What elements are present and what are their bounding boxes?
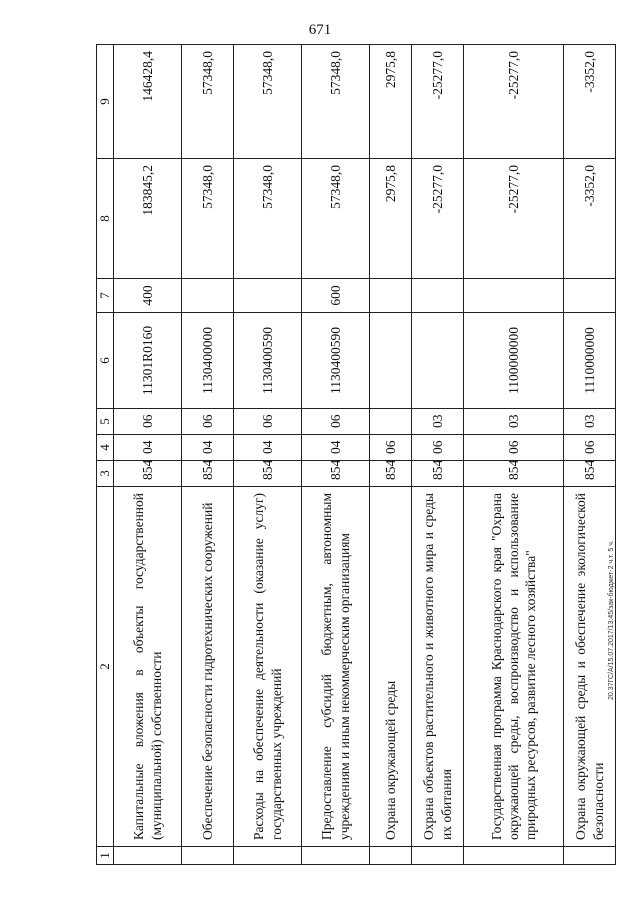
row-code6 [412, 313, 464, 409]
row-code6 [370, 313, 412, 409]
row-name: Капитальные вложения в объекты государственной (муниципальной) собственности [114, 487, 182, 847]
row-code3: 854 [464, 461, 564, 487]
budget-table-wrapper [96, 45, 616, 865]
row-value9: 2975,8 [370, 45, 412, 159]
row-index-cell [302, 847, 370, 865]
row-code7 [464, 279, 564, 313]
table-row [370, 45, 412, 865]
col-header-5: 5 [97, 409, 114, 435]
row-code5: 03 [464, 409, 564, 435]
row-code6: 1100000000 [464, 313, 564, 409]
row-value9: -3352,0 [564, 45, 616, 159]
row-code3: 854 [412, 461, 464, 487]
row-code7: 600 [302, 279, 370, 313]
row-value8: 57348,0 [182, 159, 234, 279]
row-name: Охрана объектов растительного и животного мира и среды их обитания [412, 487, 464, 847]
row-code5 [370, 409, 412, 435]
row-code5: 06 [302, 409, 370, 435]
row-code6: 11301R0160 [114, 313, 182, 409]
row-value8: 183845,2 [114, 159, 182, 279]
row-code3: 854 [370, 461, 412, 487]
row-code5: 06 [182, 409, 234, 435]
row-value8: -3352,0 [564, 159, 616, 279]
row-index-cell [114, 847, 182, 865]
row-code6: 1130400000 [182, 313, 234, 409]
col-header-8: 8 [97, 159, 114, 279]
table-row [114, 45, 182, 865]
row-index-cell [464, 847, 564, 865]
row-code3: 854 [564, 461, 616, 487]
row-code4: 04 [302, 435, 370, 461]
row-value8: -25277,0 [412, 159, 464, 279]
row-code5: 06 [114, 409, 182, 435]
col-header-3: 3 [97, 461, 114, 487]
table-row [182, 45, 234, 865]
row-code4: 06 [564, 435, 616, 461]
row-value8: -25277,0 [464, 159, 564, 279]
row-code6: 1130400590 [234, 313, 302, 409]
row-name: Расходы на обеспечение деятельности (оказание услуг) государственных учреждений [234, 487, 302, 847]
row-code4: 06 [464, 435, 564, 461]
col-header-9: 9 [97, 45, 114, 159]
row-name: Охрана окружающей среды и обеспечение экологической безопасности [564, 487, 616, 847]
row-code7: 400 [114, 279, 182, 313]
row-index-cell [564, 847, 616, 865]
row-index-cell [412, 847, 464, 865]
row-code6: 1130400590 [302, 313, 370, 409]
row-code4: 06 [370, 435, 412, 461]
row-index-cell [370, 847, 412, 865]
col-header-2: 2 [97, 487, 114, 847]
row-code7 [370, 279, 412, 313]
row-name: Охрана окружающей среды [370, 487, 412, 847]
row-value9: 57348,0 [182, 45, 234, 159]
row-code3: 854 [114, 461, 182, 487]
row-name: Обеспечение безопасности гидротехнических сооружений [182, 487, 234, 847]
row-index-cell [182, 847, 234, 865]
col-header-1: 1 [97, 847, 114, 865]
col-header-4: 4 [97, 435, 114, 461]
row-code5: 06 [234, 409, 302, 435]
row-value9: 146428,4 [114, 45, 182, 159]
row-value8: 57348,0 [302, 159, 370, 279]
row-code4: 04 [182, 435, 234, 461]
table-row [412, 45, 464, 865]
row-code3: 854 [182, 461, 234, 487]
table-row [234, 45, 302, 865]
budget-table [96, 44, 616, 865]
row-value9: -25277,0 [412, 45, 464, 159]
row-code4: 04 [234, 435, 302, 461]
row-code5: 03 [564, 409, 616, 435]
row-value8: 2975,8 [370, 159, 412, 279]
row-code4: 06 [412, 435, 464, 461]
row-name: Предоставление субсидий бюджетным, автономным учреждениям и иным некоммерческим организациям [302, 487, 370, 847]
row-name: Государственная программа Краснодарского края "Охрана окружающей среды, воспроизводство и использование природных ресурсов, развитие лесного хозяйства" [464, 487, 564, 847]
col-header-6: 6 [97, 313, 114, 409]
row-code7 [564, 279, 616, 313]
document-footer-stamp: 20.37ГС/А/15.07.2017/13:45/зак-бюджет-2 ч.т. 5 ч. [608, 540, 615, 700]
row-value8: 57348,0 [234, 159, 302, 279]
row-code7 [234, 279, 302, 313]
page-number: 671 [308, 22, 332, 38]
row-value9: 57348,0 [302, 45, 370, 159]
col-header-7: 7 [97, 279, 114, 313]
row-value9: -25277,0 [464, 45, 564, 159]
row-code7 [412, 279, 464, 313]
row-code3: 854 [234, 461, 302, 487]
row-index-cell [234, 847, 302, 865]
row-code4: 04 [114, 435, 182, 461]
table-header-row [97, 45, 114, 865]
row-value9: 57348,0 [234, 45, 302, 159]
table-row [302, 45, 370, 865]
row-code3: 854 [302, 461, 370, 487]
row-code5: 03 [412, 409, 464, 435]
table-row [464, 45, 564, 865]
row-code7 [182, 279, 234, 313]
table-row [564, 45, 616, 865]
row-code6: 1110000000 [564, 313, 616, 409]
